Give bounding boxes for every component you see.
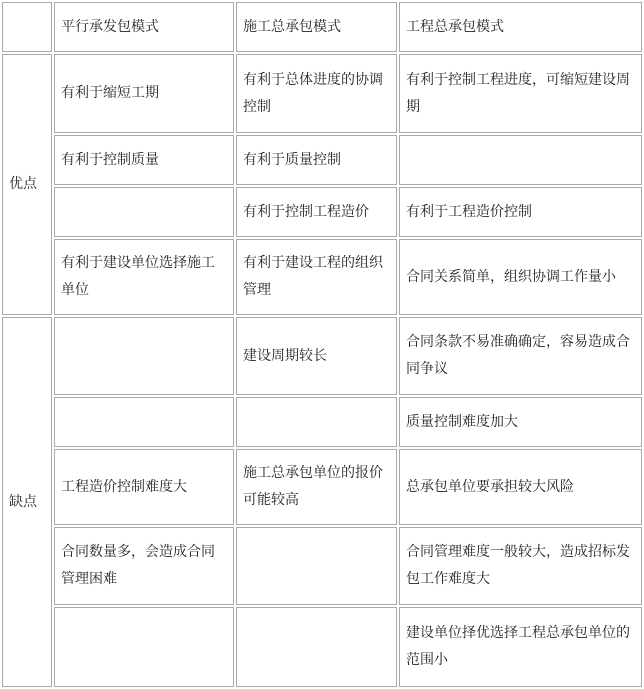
table-cell: 建设周期较长 <box>236 317 397 395</box>
table-cell: 有利于缩短工期 <box>54 54 234 133</box>
table-cell: 质量控制难度加大 <box>399 397 642 447</box>
table-cell <box>399 135 642 185</box>
table-cell: 有利于控制工程造价 <box>236 187 397 237</box>
table-cell: 有利于质量控制 <box>236 135 397 185</box>
table-cell: 建设单位择优选择工程总承包单位的范围小 <box>399 607 642 687</box>
table-row <box>2 607 642 687</box>
table-cell: 施工总承包单位的报价可能较高 <box>236 449 397 525</box>
table-row <box>2 397 642 447</box>
header-row <box>2 2 642 52</box>
header-parallel-contracting: 平行承发包模式 <box>54 2 234 52</box>
table-row <box>2 317 642 395</box>
header-construction-general-contracting: 施工总承包模式 <box>236 2 397 52</box>
header-engineering-general-contracting: 工程总承包模式 <box>399 2 642 52</box>
table-cell <box>236 397 397 447</box>
table-row <box>2 239 642 315</box>
table-cell: 有利于工程造价控制 <box>399 187 642 237</box>
table-row <box>2 527 642 605</box>
group-label-pros: 优点 <box>2 54 52 315</box>
table-cell: 有利于控制工程进度，可缩短建设周期 <box>399 54 642 133</box>
table-cell <box>54 187 234 237</box>
table-cell <box>236 527 397 605</box>
table-cell: 合同管理难度一般较大，造成招标发包工作难度大 <box>399 527 642 605</box>
table-row <box>2 187 642 237</box>
table-cell: 工程造价控制难度大 <box>54 449 234 525</box>
header-corner-cell <box>2 2 52 52</box>
table-cell: 有利于控制质量 <box>54 135 234 185</box>
table-cell <box>54 397 234 447</box>
table-row <box>2 449 642 525</box>
table-row <box>2 54 642 133</box>
table-cell: 合同条款不易准确确定，容易造成合同争议 <box>399 317 642 395</box>
table-cell <box>54 317 234 395</box>
table-cell: 有利于总体进度的协调控制 <box>236 54 397 133</box>
table-cell <box>54 607 234 687</box>
table-cell: 有利于建设工程的组织管理 <box>236 239 397 315</box>
group-label-cons: 缺点 <box>2 317 52 687</box>
table-cell: 总承包单位要承担较大风险 <box>399 449 642 525</box>
table-cell <box>236 607 397 687</box>
table-cell: 合同关系简单，组织协调工作量小 <box>399 239 642 315</box>
table-cell: 合同数量多，会造成合同管理困难 <box>54 527 234 605</box>
table-row <box>2 135 642 185</box>
table-cell: 有利于建设单位选择施工单位 <box>54 239 234 315</box>
